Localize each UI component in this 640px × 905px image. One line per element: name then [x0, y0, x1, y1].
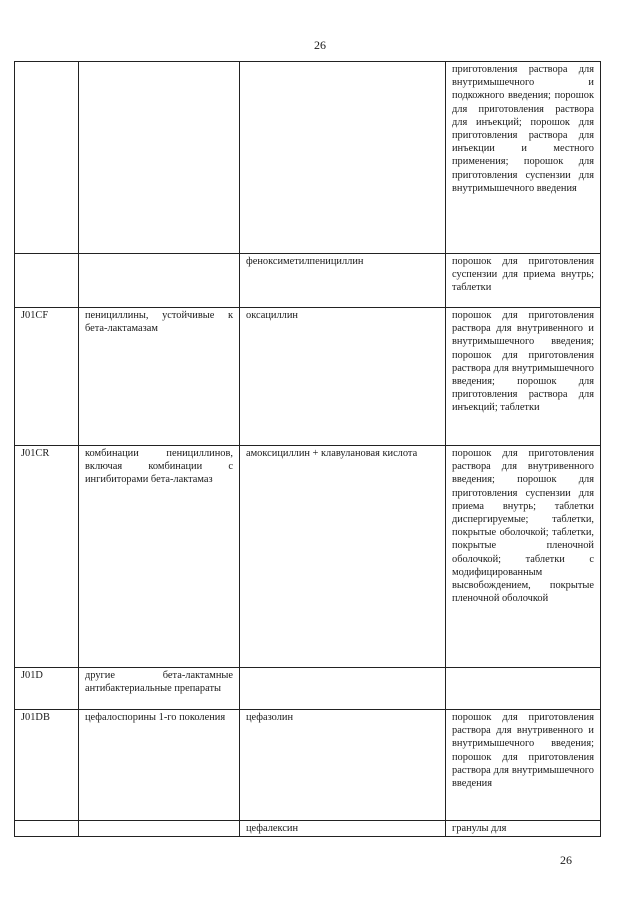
atc-group: пенициллины, устойчивые к бета-лактамазам — [79, 308, 240, 446]
dosage-forms: гранулы для — [446, 821, 601, 837]
dosage-forms: порошок для приготовления раствора для внутривенного и внутримышечного введения; порошок для приготовления раствора для внутримышечного введения; порошок для приготовления раствора для инъекций; таблетки — [446, 308, 601, 446]
table-row — [15, 308, 601, 446]
atc-code — [15, 254, 79, 308]
drug-table — [14, 61, 601, 837]
atc-code — [15, 821, 79, 837]
atc-code: J01CF — [15, 308, 79, 446]
atc-code: J01D — [15, 668, 79, 710]
atc-code: J01DB — [15, 710, 79, 821]
atc-code — [15, 62, 79, 254]
dosage-forms: порошок для приготовления раствора для внутривенного введения; порошок для приготовления суспензии для приема внутрь; таблетки диспергируемые; таблетки, покрытые оболочкой; таблетки, покрытые пленочной оболочкой; таблетки с модифицированным высвобождением, покрытые пленочной оболочкой — [446, 446, 601, 668]
dosage-forms: порошок для приготовления суспензии для приема внутрь; таблетки — [446, 254, 601, 308]
atc-group: цефалоспорины 1-го поколения — [79, 710, 240, 821]
dosage-forms — [446, 668, 601, 710]
atc-group: комбинации пенициллинов, включая комбинации с ингибиторами бета-лактамаз — [79, 446, 240, 668]
drug-name — [240, 668, 446, 710]
table-row — [15, 821, 601, 837]
table-row — [15, 254, 601, 308]
atc-group: другие бета-лактамные антибактериальные препараты — [79, 668, 240, 710]
table-row — [15, 446, 601, 668]
drug-name: амоксициллин + клавулановая кислота — [240, 446, 446, 668]
drug-name — [240, 62, 446, 254]
dosage-forms: порошок для приготовления раствора для внутривенного и внутримышечного введения; порошок для приготовления раствора для внутримышечного введения — [446, 710, 601, 821]
atc-code: J01CR — [15, 446, 79, 668]
table-row — [15, 62, 601, 254]
drug-name: цефалексин — [240, 821, 446, 837]
dosage-forms: приготовления раствора для внутримышечного и подкожного введения; порошок для приготовления раствора для инъекций; порошок для приготовления раствора для инъекции и местного применения; порошок для приготовления суспензии для внутримышечного введения — [446, 62, 601, 254]
page-number-bottom: 26 — [560, 853, 572, 867]
atc-group — [79, 62, 240, 254]
drug-name: оксациллин — [240, 308, 446, 446]
drug-name: феноксиметилпенициллин — [240, 254, 446, 308]
drug-name: цефазолин — [240, 710, 446, 821]
atc-group — [79, 254, 240, 308]
atc-group — [79, 821, 240, 837]
page-number-top: 26 — [314, 38, 326, 52]
table-row — [15, 710, 601, 821]
table-row — [15, 668, 601, 710]
